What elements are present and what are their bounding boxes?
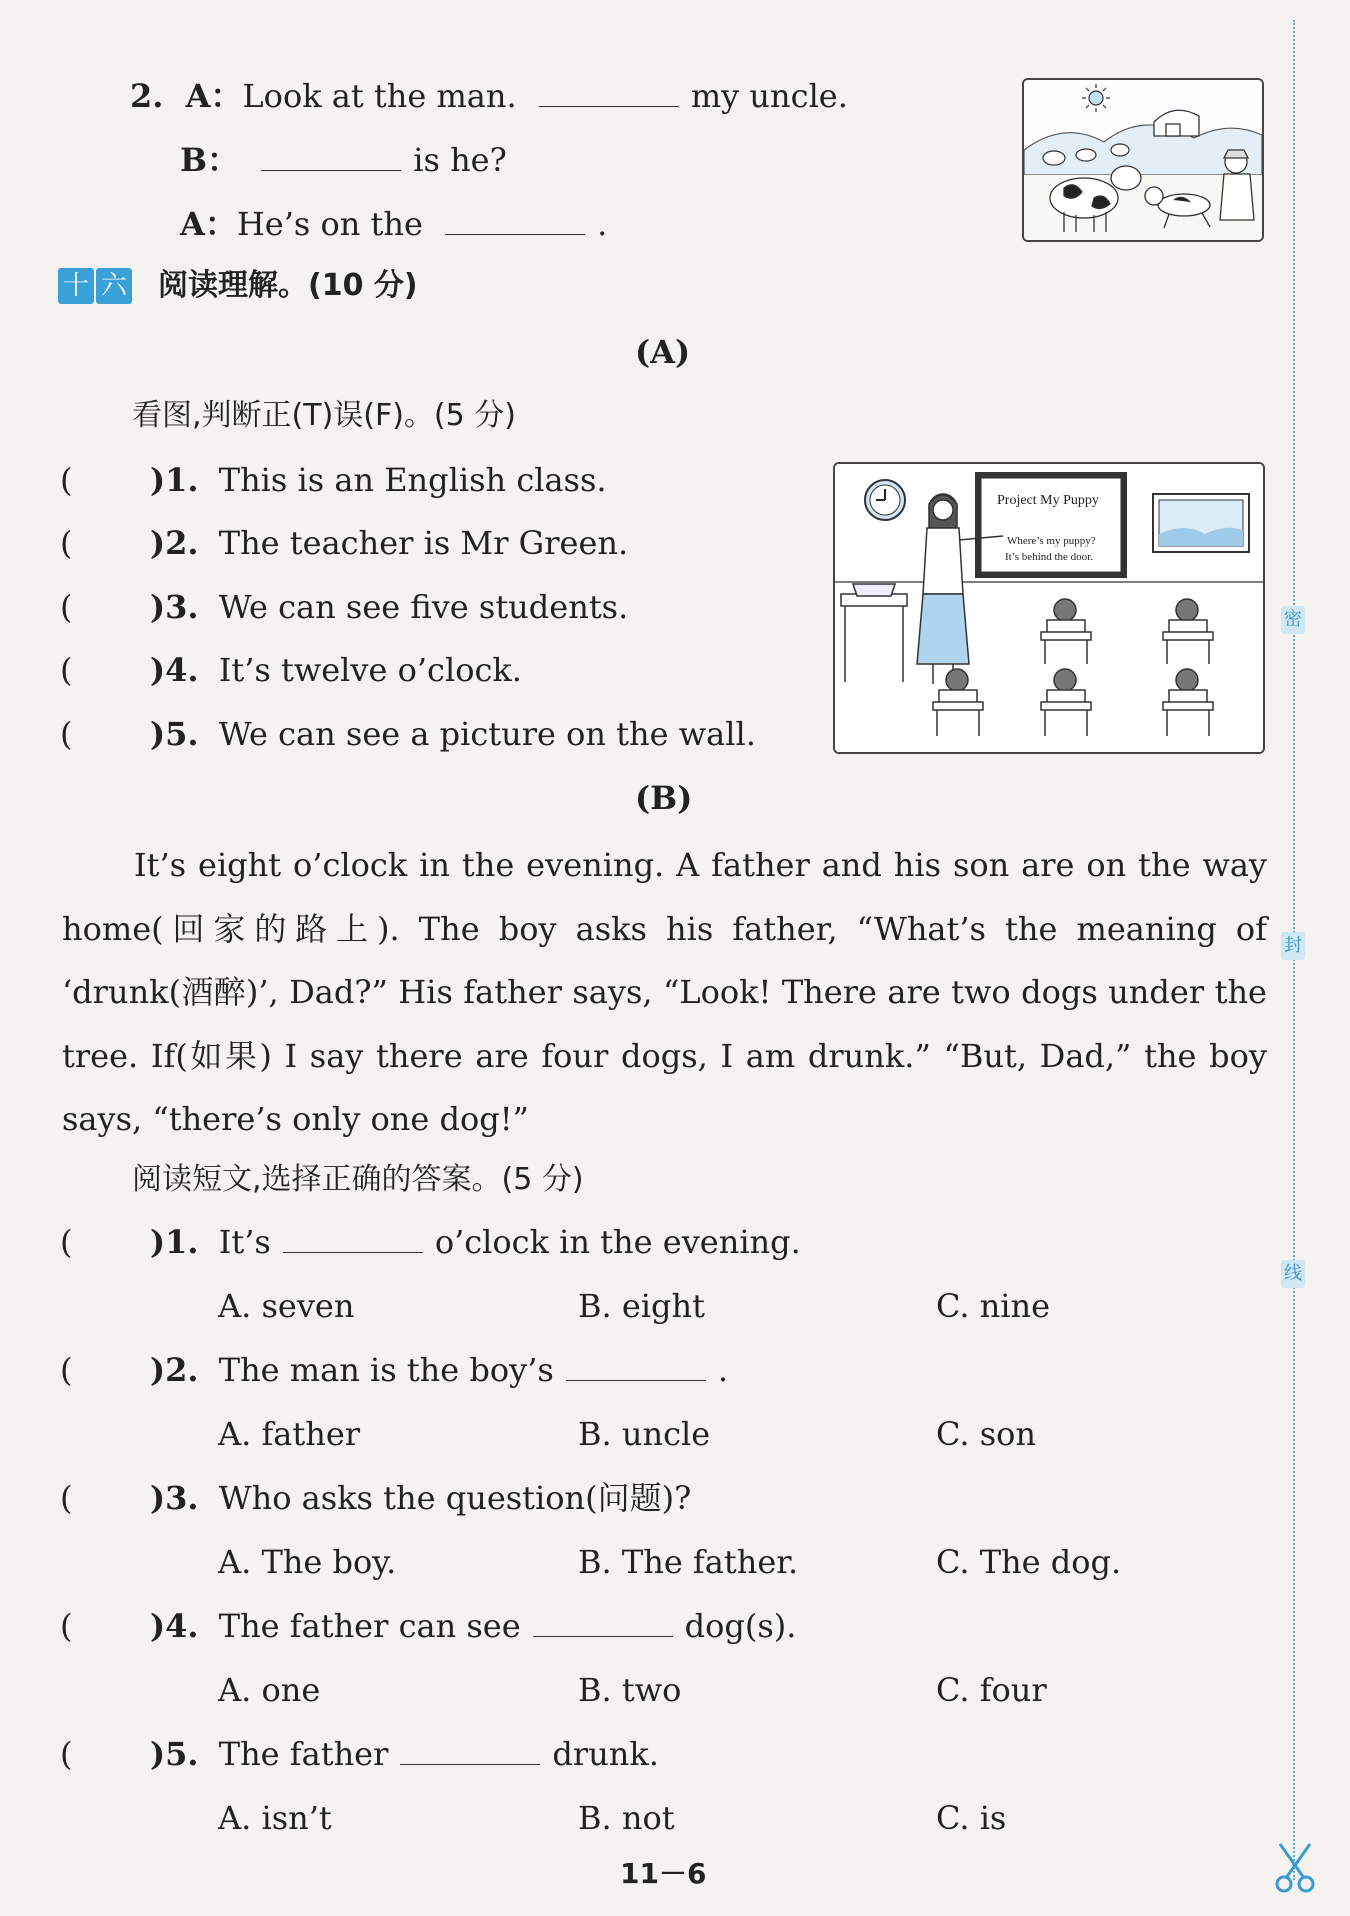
answer-paren[interactable]: ( bbox=[60, 1479, 73, 1517]
answer-paren[interactable]: ( bbox=[60, 1223, 73, 1261]
tf-item bbox=[60, 523, 628, 563]
classroom-drawing bbox=[835, 464, 1263, 752]
side-tag: 密 bbox=[1281, 606, 1305, 634]
mc-question bbox=[60, 1734, 659, 1774]
answer-paren[interactable]: ( bbox=[60, 524, 73, 562]
option-c[interactable]: C. nine bbox=[936, 1287, 1051, 1325]
dialogue-text: He’s on the bbox=[236, 205, 423, 243]
classroom-illustration bbox=[833, 462, 1265, 754]
dialogue-text: my uncle. bbox=[690, 77, 848, 115]
q2-line3 bbox=[180, 204, 607, 244]
wall-picture-icon bbox=[1153, 494, 1249, 552]
question-text: The father can see bbox=[218, 1607, 521, 1645]
question-text: The man is the boy’s bbox=[218, 1351, 554, 1389]
tf-item bbox=[60, 587, 628, 627]
answer-paren[interactable]: ( bbox=[60, 461, 73, 499]
item-number: )4. bbox=[150, 651, 199, 689]
item-text: The teacher is Mr Green. bbox=[218, 524, 629, 562]
option-b[interactable]: B. not bbox=[578, 1799, 675, 1837]
question-number: )4. bbox=[150, 1607, 199, 1645]
farm-drawing bbox=[1024, 80, 1262, 240]
answer-paren[interactable]: ( bbox=[60, 1351, 73, 1389]
option-a[interactable]: A. The boy. bbox=[218, 1543, 397, 1581]
option-a[interactable]: A. isn’t bbox=[218, 1799, 332, 1837]
tf-item bbox=[60, 460, 607, 500]
item-text: This is an English class. bbox=[218, 461, 607, 499]
answer-paren[interactable]: ( bbox=[60, 651, 73, 689]
question-number: 2. bbox=[130, 77, 164, 115]
answer-blank[interactable] bbox=[445, 204, 585, 235]
answer-blank[interactable] bbox=[261, 140, 401, 171]
answer-blank[interactable] bbox=[283, 1222, 423, 1253]
item-number: )2. bbox=[150, 524, 199, 562]
badge-char: 六 bbox=[96, 268, 132, 304]
part-b-instruction: 阅读短文,选择正确的答案。(5 分) bbox=[132, 1162, 584, 1197]
answer-paren[interactable]: ( bbox=[60, 715, 73, 753]
board-line: Where’s my puppy? bbox=[1007, 535, 1096, 547]
question-text: The father bbox=[218, 1735, 389, 1773]
page-number: 11－6 bbox=[620, 1857, 707, 1890]
option-c[interactable]: C. The dog. bbox=[936, 1543, 1122, 1581]
option-b[interactable]: B. two bbox=[578, 1671, 682, 1709]
tf-item bbox=[60, 714, 756, 754]
mc-question bbox=[60, 1478, 691, 1518]
question-number: )2. bbox=[150, 1351, 199, 1389]
board-line: It’s behind the door. bbox=[1005, 551, 1093, 563]
question-text: Who asks the question(问题)? bbox=[218, 1479, 692, 1517]
question-text: drunk. bbox=[552, 1735, 659, 1773]
option-c[interactable]: C. four bbox=[936, 1671, 1047, 1709]
question-text: . bbox=[717, 1351, 728, 1389]
item-text: We can see a picture on the wall. bbox=[218, 715, 756, 753]
dialogue-text: Look at the man. bbox=[242, 77, 517, 115]
answer-paren[interactable]: ( bbox=[60, 1607, 73, 1645]
badge-char: 十 bbox=[58, 268, 94, 304]
question-number: )3. bbox=[150, 1479, 199, 1517]
question-number: )1. bbox=[150, 1223, 199, 1261]
option-a[interactable]: A. father bbox=[218, 1415, 361, 1453]
board-title: Project My Puppy bbox=[997, 493, 1099, 508]
mc-question bbox=[60, 1222, 801, 1262]
question-text: o’clock in the evening. bbox=[434, 1223, 801, 1261]
side-tag: 封 bbox=[1281, 932, 1305, 960]
scissors-icon bbox=[1270, 1840, 1320, 1896]
option-a[interactable]: A. seven bbox=[218, 1287, 355, 1325]
item-text: It’s twelve o’clock. bbox=[218, 651, 522, 689]
option-b[interactable]: B. The father. bbox=[578, 1543, 799, 1581]
part-a-label: (A) bbox=[635, 333, 691, 371]
tf-item bbox=[60, 650, 522, 690]
option-c[interactable]: C. son bbox=[936, 1415, 1036, 1453]
option-b[interactable]: B. eight bbox=[578, 1287, 705, 1325]
dialogue-text: is he? bbox=[413, 141, 507, 179]
passage-text: It’s eight o’clock in the evening. A father and his son are on the way home(回家的路上). The boy asks his father, “What’s the meaning of ‘drunk(酒醉)’, Dad?” His father says, “Look! There are two dogs under the tree. If(如果) I say there are four dogs, I am drunk.” “But, Dad,” the boy says, “there’s only one dog!” bbox=[62, 846, 1267, 1138]
speaker-label: A： bbox=[180, 205, 237, 243]
speaker-label: A： bbox=[185, 77, 243, 115]
question-text: dog(s). bbox=[684, 1607, 797, 1645]
dialogue-text: . bbox=[597, 205, 608, 243]
item-number: )1. bbox=[150, 461, 199, 499]
part-a-instruction: 看图,判断正(T)误(F)。(5 分) bbox=[132, 398, 516, 433]
mc-question bbox=[60, 1350, 728, 1390]
option-a[interactable]: A. one bbox=[218, 1671, 321, 1709]
answer-blank[interactable] bbox=[539, 76, 679, 107]
answer-paren[interactable]: ( bbox=[60, 588, 73, 626]
option-c[interactable]: C. is bbox=[936, 1799, 1007, 1837]
question-number: )5. bbox=[150, 1735, 199, 1773]
passage bbox=[62, 834, 1267, 1152]
answer-paren[interactable]: ( bbox=[60, 1735, 73, 1773]
question-text: It’s bbox=[218, 1223, 271, 1261]
farm-illustration bbox=[1022, 78, 1264, 242]
speaker-label: B： bbox=[180, 141, 240, 179]
answer-blank[interactable] bbox=[400, 1734, 540, 1765]
answer-blank[interactable] bbox=[533, 1606, 673, 1637]
section-badge bbox=[58, 268, 132, 304]
clock-icon bbox=[865, 480, 905, 520]
side-tag: 线 bbox=[1281, 1260, 1305, 1288]
q2-line2 bbox=[180, 140, 507, 180]
item-text: We can see five students. bbox=[218, 588, 629, 626]
section-title: 阅读理解。(10 分) bbox=[158, 268, 418, 303]
item-number: )3. bbox=[150, 588, 199, 626]
answer-blank[interactable] bbox=[566, 1350, 706, 1381]
mc-question bbox=[60, 1606, 796, 1646]
q2-line1 bbox=[130, 76, 848, 116]
item-number: )5. bbox=[150, 715, 199, 753]
option-b[interactable]: B. uncle bbox=[578, 1415, 711, 1453]
part-b-label: (B) bbox=[635, 779, 693, 817]
